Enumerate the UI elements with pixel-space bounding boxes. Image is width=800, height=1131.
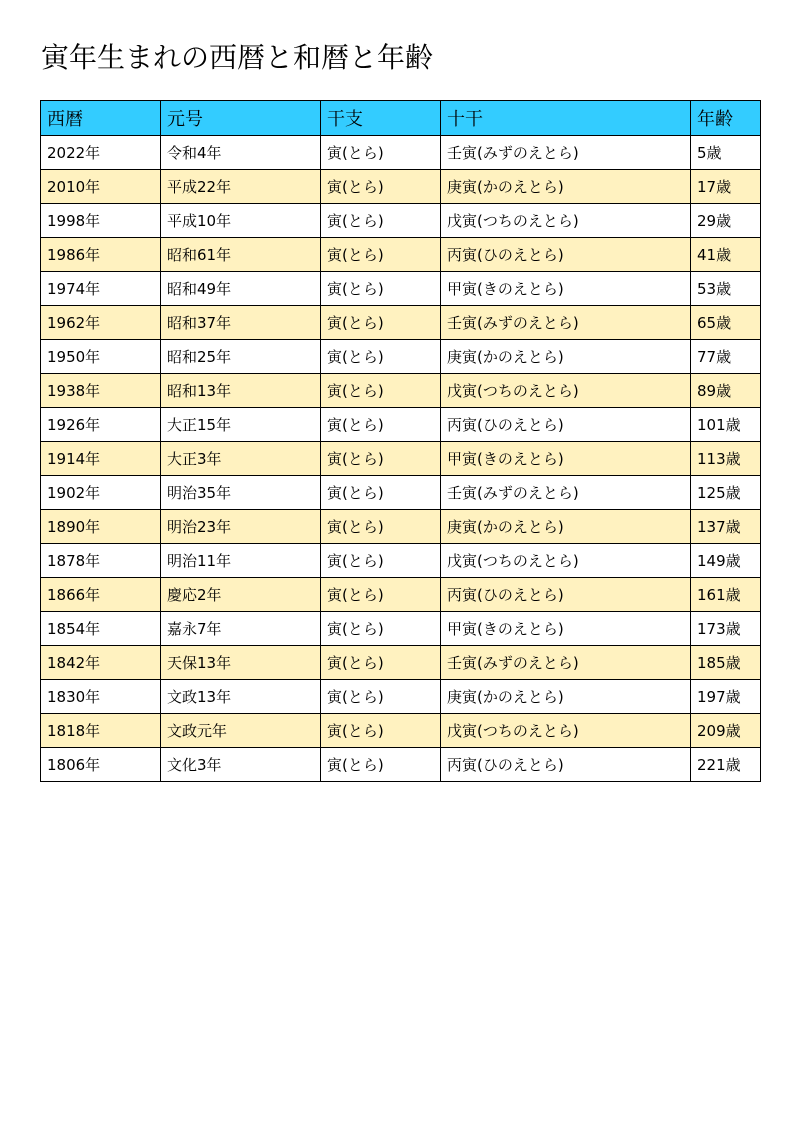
zodiac-cell: 寅(とら) [321, 748, 441, 782]
heavenly-stem-cell: 壬寅(みずのえとら) [441, 646, 691, 680]
age-cell: 149歳 [691, 544, 761, 578]
zodiac-cell: 寅(とら) [321, 544, 441, 578]
zodiac-cell: 寅(とら) [321, 340, 441, 374]
era-name-cell: 文化3年 [161, 748, 321, 782]
era-name-cell: 令和4年 [161, 136, 321, 170]
heavenly-stem-cell: 庚寅(かのえとら) [441, 340, 691, 374]
western-year-cell: 1914年 [41, 442, 161, 476]
table-row [41, 340, 761, 374]
zodiac-cell: 寅(とら) [321, 272, 441, 306]
zodiac-cell: 寅(とら) [321, 238, 441, 272]
table-row [41, 408, 761, 442]
header-era-name: 元号 [161, 101, 321, 136]
heavenly-stem-cell: 壬寅(みずのえとら) [441, 306, 691, 340]
western-year-cell: 1806年 [41, 748, 161, 782]
era-name-cell: 明治23年 [161, 510, 321, 544]
table-row [41, 272, 761, 306]
era-name-cell: 嘉永7年 [161, 612, 321, 646]
table-row [41, 578, 761, 612]
age-cell: 113歳 [691, 442, 761, 476]
age-cell: 53歳 [691, 272, 761, 306]
heavenly-stem-cell: 丙寅(ひのえとら) [441, 238, 691, 272]
age-cell: 65歳 [691, 306, 761, 340]
table-row [41, 238, 761, 272]
table-row [41, 476, 761, 510]
heavenly-stem-cell: 甲寅(きのえとら) [441, 612, 691, 646]
heavenly-stem-cell: 丙寅(ひのえとら) [441, 578, 691, 612]
table-row [41, 170, 761, 204]
heavenly-stem-cell: 戊寅(つちのえとら) [441, 374, 691, 408]
header-heavenly-stem: 十干 [441, 101, 691, 136]
era-name-cell: 大正3年 [161, 442, 321, 476]
heavenly-stem-cell: 甲寅(きのえとら) [441, 272, 691, 306]
western-year-cell: 1962年 [41, 306, 161, 340]
zodiac-cell: 寅(とら) [321, 170, 441, 204]
age-cell: 125歳 [691, 476, 761, 510]
table-body [41, 136, 761, 782]
table-row [41, 306, 761, 340]
heavenly-stem-cell: 戊寅(つちのえとら) [441, 544, 691, 578]
zodiac-cell: 寅(とら) [321, 714, 441, 748]
zodiac-cell: 寅(とら) [321, 680, 441, 714]
zodiac-cell: 寅(とら) [321, 408, 441, 442]
western-year-cell: 1926年 [41, 408, 161, 442]
age-cell: 209歳 [691, 714, 761, 748]
western-year-cell: 1854年 [41, 612, 161, 646]
heavenly-stem-cell: 壬寅(みずのえとら) [441, 136, 691, 170]
western-year-cell: 1830年 [41, 680, 161, 714]
zodiac-cell: 寅(とら) [321, 612, 441, 646]
table-row [41, 646, 761, 680]
heavenly-stem-cell: 庚寅(かのえとら) [441, 510, 691, 544]
western-year-cell: 1902年 [41, 476, 161, 510]
age-cell: 77歳 [691, 340, 761, 374]
era-name-cell: 慶応2年 [161, 578, 321, 612]
era-name-cell: 文政13年 [161, 680, 321, 714]
zodiac-cell: 寅(とら) [321, 510, 441, 544]
era-name-cell: 明治11年 [161, 544, 321, 578]
age-cell: 17歳 [691, 170, 761, 204]
era-name-cell: 平成22年 [161, 170, 321, 204]
age-cell: 185歳 [691, 646, 761, 680]
era-name-cell: 昭和13年 [161, 374, 321, 408]
age-cell: 173歳 [691, 612, 761, 646]
age-cell: 101歳 [691, 408, 761, 442]
header-age: 年齢 [691, 101, 761, 136]
western-year-cell: 1818年 [41, 714, 161, 748]
era-name-cell: 昭和49年 [161, 272, 321, 306]
table-header-row [41, 101, 761, 136]
zodiac-cell: 寅(とら) [321, 646, 441, 680]
heavenly-stem-cell: 戊寅(つちのえとら) [441, 714, 691, 748]
western-year-cell: 1890年 [41, 510, 161, 544]
table-row [41, 442, 761, 476]
age-cell: 137歳 [691, 510, 761, 544]
era-name-cell: 平成10年 [161, 204, 321, 238]
table-row [41, 204, 761, 238]
zodiac-cell: 寅(とら) [321, 136, 441, 170]
age-cell: 5歳 [691, 136, 761, 170]
age-cell: 221歳 [691, 748, 761, 782]
age-cell: 29歳 [691, 204, 761, 238]
zodiac-year-table [40, 100, 761, 782]
western-year-cell: 1938年 [41, 374, 161, 408]
western-year-cell: 1998年 [41, 204, 161, 238]
western-year-cell: 1866年 [41, 578, 161, 612]
table-row [41, 374, 761, 408]
age-cell: 41歳 [691, 238, 761, 272]
zodiac-cell: 寅(とら) [321, 306, 441, 340]
heavenly-stem-cell: 壬寅(みずのえとら) [441, 476, 691, 510]
header-western-year: 西暦 [41, 101, 161, 136]
era-name-cell: 昭和61年 [161, 238, 321, 272]
zodiac-cell: 寅(とら) [321, 578, 441, 612]
table-row [41, 612, 761, 646]
zodiac-cell: 寅(とら) [321, 476, 441, 510]
age-cell: 197歳 [691, 680, 761, 714]
table-row [41, 680, 761, 714]
table-row [41, 748, 761, 782]
era-name-cell: 大正15年 [161, 408, 321, 442]
page-title: 寅年生まれの西暦と和暦と年齢 [41, 41, 434, 74]
header-zodiac: 干支 [321, 101, 441, 136]
heavenly-stem-cell: 甲寅(きのえとら) [441, 442, 691, 476]
western-year-cell: 1986年 [41, 238, 161, 272]
western-year-cell: 2022年 [41, 136, 161, 170]
zodiac-cell: 寅(とら) [321, 442, 441, 476]
western-year-cell: 1974年 [41, 272, 161, 306]
era-name-cell: 昭和37年 [161, 306, 321, 340]
era-name-cell: 昭和25年 [161, 340, 321, 374]
era-name-cell: 明治35年 [161, 476, 321, 510]
table-row [41, 136, 761, 170]
heavenly-stem-cell: 庚寅(かのえとら) [441, 680, 691, 714]
table-row [41, 510, 761, 544]
heavenly-stem-cell: 戊寅(つちのえとら) [441, 204, 691, 238]
western-year-cell: 1878年 [41, 544, 161, 578]
age-cell: 161歳 [691, 578, 761, 612]
table-row [41, 544, 761, 578]
western-year-cell: 1842年 [41, 646, 161, 680]
zodiac-cell: 寅(とら) [321, 374, 441, 408]
age-cell: 89歳 [691, 374, 761, 408]
western-year-cell: 1950年 [41, 340, 161, 374]
table-row [41, 714, 761, 748]
heavenly-stem-cell: 庚寅(かのえとら) [441, 170, 691, 204]
era-name-cell: 天保13年 [161, 646, 321, 680]
era-name-cell: 文政元年 [161, 714, 321, 748]
heavenly-stem-cell: 丙寅(ひのえとら) [441, 408, 691, 442]
western-year-cell: 2010年 [41, 170, 161, 204]
table-header [41, 101, 761, 136]
heavenly-stem-cell: 丙寅(ひのえとら) [441, 748, 691, 782]
zodiac-cell: 寅(とら) [321, 204, 441, 238]
